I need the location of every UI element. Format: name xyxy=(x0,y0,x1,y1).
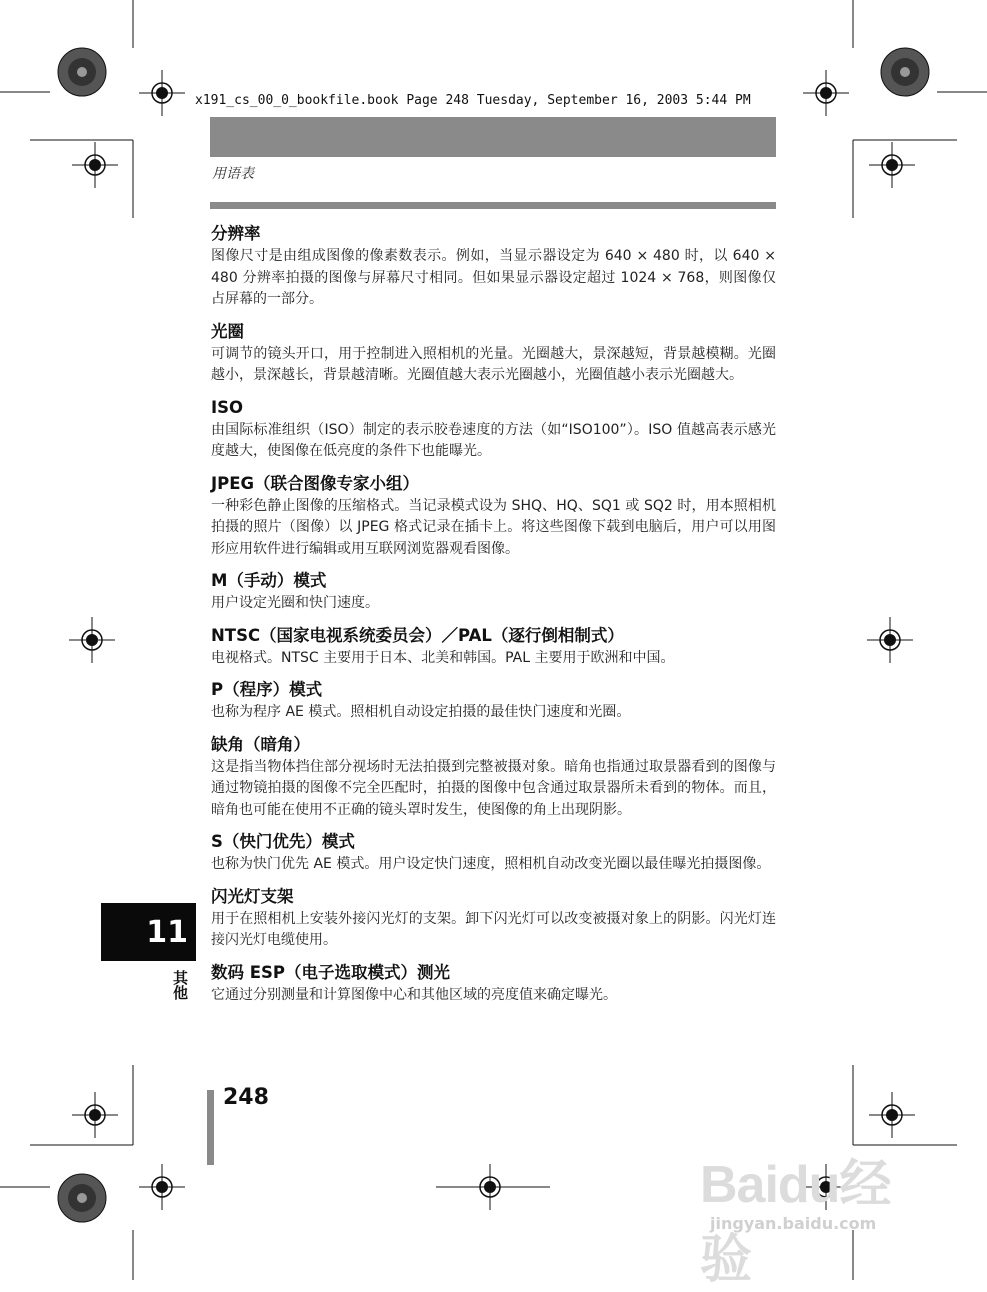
entry-term: 闪光灯支架 xyxy=(211,886,294,906)
entry-term: JPEG（联合图像专家小组） xyxy=(211,473,420,493)
entry-definition: 由国际标准组织（ISO）制定的表示胶卷速度的方法（如“ISO100”）。ISO 值越高表示感光度越大，使图像在低亮度的条件下也能曝光。 xyxy=(211,421,776,459)
glossary-entry xyxy=(211,961,776,1007)
entry-definition: 也称为快门优先 AE 模式。用户设定快门速度，照相机自动改变光圈以最佳曝光拍摄图像。 xyxy=(211,856,771,872)
book-file-header: x191_cs_00_0_bookfile.book Page 248 Tuesday, September 16, 2003 5:44 PM xyxy=(195,93,751,108)
entry-term: 数码 ESP（电子选取模式）测光 xyxy=(211,962,450,982)
glossary-content xyxy=(211,222,776,1015)
header-rule xyxy=(210,202,776,209)
glossary-entry xyxy=(211,624,776,670)
entry-definition: 用于在照相机上安装外接闪光灯的支架。卸下闪光灯可以改变被摄对象上的阴影。闪光灯连接闪光灯电缆使用。 xyxy=(211,910,776,948)
glossary-entry xyxy=(211,320,776,387)
header-bar xyxy=(210,117,776,157)
glossary-entry xyxy=(211,885,776,952)
entry-term: ISO xyxy=(211,397,244,417)
glossary-entry xyxy=(211,678,776,724)
entry-definition: 这是指当物体挡住部分视场时无法拍摄到完整被摄对象。暗角也指通过取景器看到的图像与通过物镜拍摄的图像不完全匹配时，拍摄的图像中包含通过取景器所未看到的物体。而且，暗角也可能在使用不正确的镜头罩时发生，使图像的角上出现阴影。 xyxy=(211,758,776,818)
entry-definition: 可调节的镜头开口，用于控制进入照相机的光量。光圈越大，景深越短，背景越模糊。光圈越小，景深越长，背景越清晰。光圈值越大表示光圈越小，光圈值越小表示光圈越大。 xyxy=(211,345,776,383)
chapter-name: 其他 xyxy=(171,970,189,1000)
glossary-entry xyxy=(211,396,776,463)
entry-definition: 它通过分别测量和计算图像中心和其他区域的亮度值来确定曝光。 xyxy=(211,986,617,1003)
glossary-entry xyxy=(211,569,776,615)
glossary-entry xyxy=(211,733,776,822)
section-label: 用语表 xyxy=(212,166,254,182)
entry-term: M（手动）模式 xyxy=(211,571,327,590)
page-number-bar xyxy=(207,1090,214,1165)
watermark xyxy=(700,1142,930,1289)
entry-term: 分辨率 xyxy=(211,224,261,243)
glossary-entry xyxy=(211,222,776,311)
entry-term: 光圈 xyxy=(211,321,244,341)
entry-definition: 也称为程序 AE 模式。照相机自动设定拍摄的最佳快门速度和光圈。 xyxy=(211,704,631,720)
entry-definition: 一种彩色静止图像的压缩格式。当记录模式设为 SHQ、HQ、SQ1 或 SQ2 时，用本照相机拍摄的照片（图像）以 JPEG 格式记录在插卡上。将这些图像下载到电脑后，用户可以用图形应用软件进行编辑或用互联网浏览器观看图像。 xyxy=(211,497,776,557)
page-number: 248 xyxy=(223,1085,269,1110)
entry-term: 缺角（暗角） xyxy=(211,734,310,754)
entry-term: S（快门优先）模式 xyxy=(211,832,355,851)
entry-definition: 电视格式。NTSC 主要用于日本、北美和韩国。PAL 主要用于欧洲和中国。 xyxy=(211,649,675,666)
glossary-entry xyxy=(211,830,776,876)
watermark-url: jingyan.baidu.com xyxy=(710,1214,877,1233)
glossary-entry xyxy=(211,472,776,561)
chapter-tab: 11 xyxy=(101,903,196,961)
entry-definition: 用户设定光圈和快门速度。 xyxy=(211,595,379,611)
entry-term: P（程序）模式 xyxy=(211,680,323,699)
watermark-logo: Baidu经验 xyxy=(700,1156,891,1289)
entry-definition: 图像尺寸是由组成图像的像素数表示。例如，当显示器设定为 640 × 480 时，以 640 × 480 分辨率拍摄的图像与屏幕尺寸相同。但如果显示器设定超过 1024 × 768，则图像仅占屏幕的一部分。 xyxy=(211,248,776,307)
entry-term: NTSC（国家电视系统委员会）／PAL（逐行倒相制式） xyxy=(211,625,624,645)
